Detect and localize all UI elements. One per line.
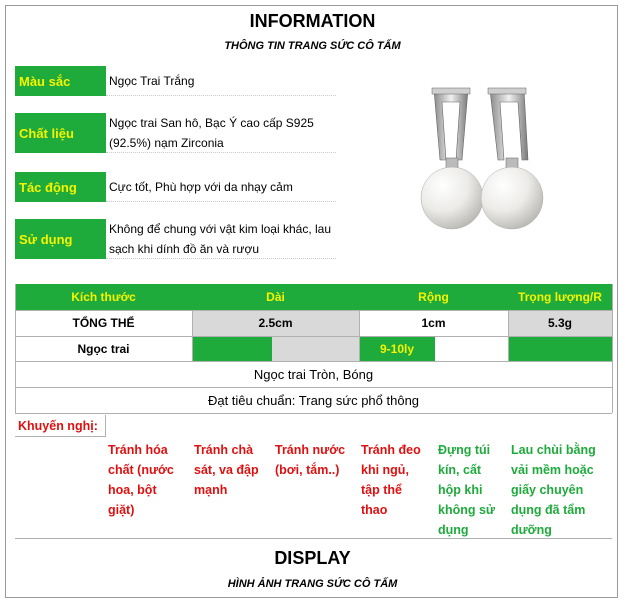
recommend-item-impact: Tránh chà sát, va đập mạnh xyxy=(194,443,259,497)
header-size: Kích thước xyxy=(71,290,136,304)
grid-line xyxy=(15,413,612,414)
grid-line xyxy=(15,336,612,337)
page-title: INFORMATION xyxy=(249,11,376,31)
page-subtitle: THÔNG TIN TRANG SỨC CÔ TẤM xyxy=(224,40,401,52)
grid-line xyxy=(612,284,613,413)
row-overall-label: TỔNG THỂ xyxy=(72,316,135,330)
row-pearl-cell-1 xyxy=(192,336,272,361)
row-overall-width: 1cm xyxy=(421,316,446,330)
display-title: DISPLAY xyxy=(274,548,351,568)
right-earring xyxy=(481,88,543,229)
label-effect: Tác động xyxy=(15,172,106,202)
header-weight: Trọng lượng/R xyxy=(518,290,602,304)
row-pearl-cell-4 xyxy=(435,336,508,361)
recommend-item-cleaning: Lau chùi bằng vải mềm hoặc giấy chuyên dụng đã tẩm dưỡng xyxy=(511,443,596,537)
grid-line xyxy=(508,310,509,361)
row-pearl-cell-5 xyxy=(508,336,612,361)
value-material: Ngọc trai San hô, Bạc Ý cao cấp S925 (92.5%) nạm Zirconia xyxy=(106,113,336,153)
recommend-label: Khuyến nghị: xyxy=(15,415,106,437)
left-earring xyxy=(421,88,483,229)
label-material: Chất liệu xyxy=(15,113,106,153)
label-color: Màu sắc xyxy=(15,66,106,96)
recommend-item-storage: Đựng túi kín, cất hộp khi không sử dụng xyxy=(438,443,495,537)
header-length: Dài xyxy=(266,290,285,304)
grid-line xyxy=(15,361,612,362)
label-usage: Sử dụng xyxy=(15,219,106,259)
grid-line xyxy=(15,387,612,388)
recommend-item-sleep: Tránh đeo khi ngủ, tập thể thao xyxy=(361,443,421,517)
grid-line xyxy=(15,284,16,413)
grid-line xyxy=(15,310,612,311)
row-pearl-cell-2 xyxy=(272,336,359,361)
grid-line xyxy=(192,310,193,361)
grid-line xyxy=(359,310,360,361)
row-overall-length: 2.5cm xyxy=(192,310,359,336)
display-subtitle: HÌNH ẢNH TRANG SỨC CÔ TẤM xyxy=(227,578,398,590)
pearl-shape-line: Ngọc trai Tròn, Bóng xyxy=(253,366,374,382)
value-effect: Cực tốt, Phù hợp với da nhạy cảm xyxy=(106,172,336,202)
row-overall-weight: 5.3g xyxy=(508,310,612,336)
recommend-item-water: Tránh nước (bơi, tắm..) xyxy=(275,443,346,477)
header-width: Rộng xyxy=(418,290,449,304)
row-pearl-size: 9-10ly xyxy=(359,336,435,361)
value-usage: Không để chung với vật kim loại khác, lau sạch khi dính đồ ăn và rượu xyxy=(106,219,336,259)
recommend-item-chemicals: Tránh hóa chất (nước hoa, bột giặt) xyxy=(108,443,174,517)
standard-line: Đạt tiêu chuẩn: Trang sức phổ thông xyxy=(207,392,420,408)
value-color: Ngọc Trai Trắng xyxy=(106,66,336,96)
earrings-image xyxy=(412,80,562,240)
row-pearl-label: Ngọc trai xyxy=(77,341,130,356)
